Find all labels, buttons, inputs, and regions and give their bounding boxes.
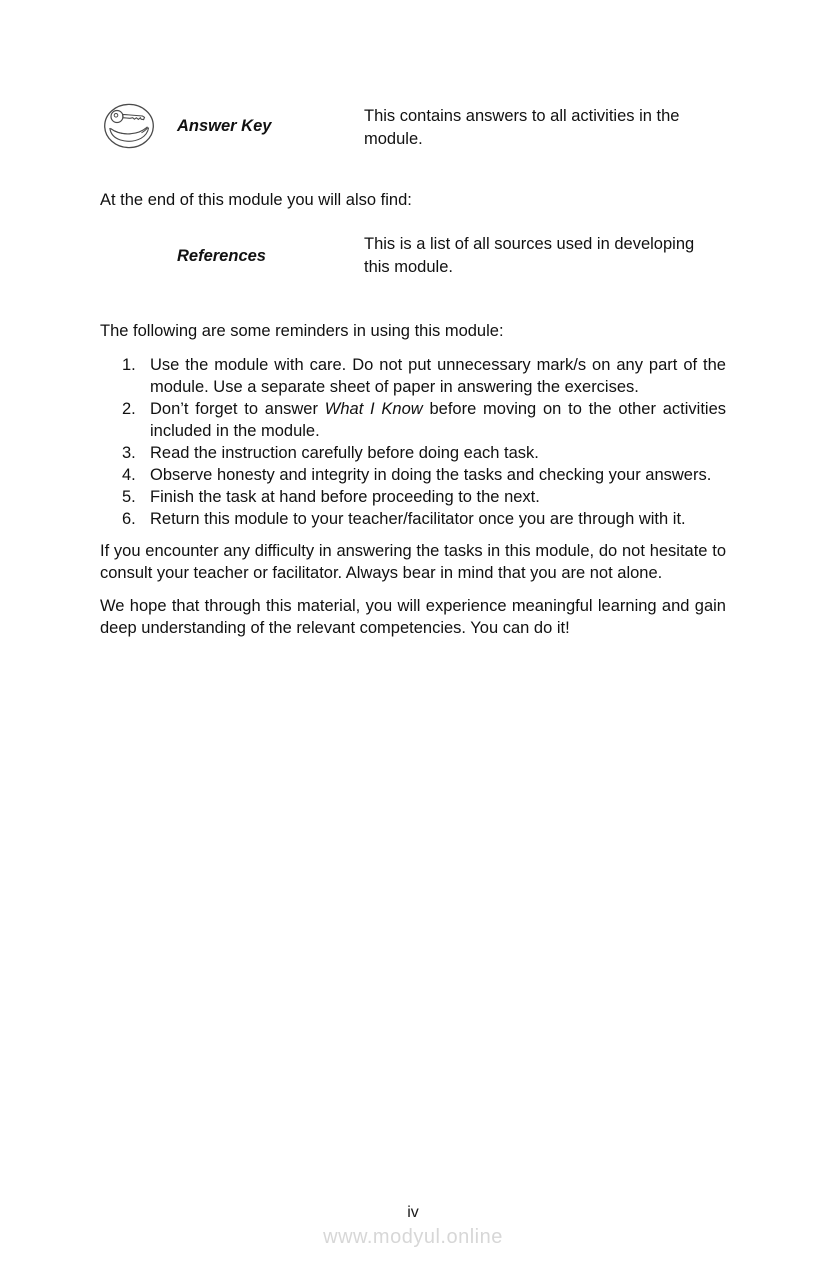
- list-item-text-before: Don’t forget to answer: [150, 400, 325, 418]
- list-item: [100, 464, 726, 486]
- page-number: iv: [407, 1204, 419, 1221]
- watermark: www.modyul.online: [323, 1226, 503, 1248]
- list-item-text: Read the instruction carefully before doing each task.: [150, 444, 539, 462]
- hope-paragraph: We hope that through this material, you will experience meaningful learning and gain deep understanding of the relevant competencies. You can do it!: [100, 597, 726, 637]
- help-paragraph: If you encounter any difficulty in answering the tasks in this module, do not hesitate to consult your teacher or facilitator. Always bear in mind that you are not alone.: [100, 542, 726, 582]
- list-item: [100, 486, 726, 508]
- list-item: [100, 508, 726, 530]
- list-item-number: 1.: [122, 356, 136, 374]
- answer-key-row: [100, 103, 726, 151]
- list-item-text: Use the module with care. Do not put unnecessary mark/s on any part of the module. Use a separate sheet of paper in answering the exercises.: [150, 356, 726, 396]
- list-item-text-italic: What I Know: [324, 400, 423, 418]
- references-label: References: [177, 247, 266, 265]
- answer-key-description: This contains answers to all activities in the module.: [364, 107, 680, 148]
- references-row: [100, 233, 726, 279]
- list-item: [100, 398, 726, 442]
- list-item-number: 2.: [122, 400, 136, 418]
- reminder-list: [100, 354, 726, 530]
- document-page: [0, 103, 826, 639]
- list-item-text: Finish the task at hand before proceeding to the next.: [150, 488, 540, 506]
- list-item-number: 5.: [122, 488, 136, 506]
- list-item-number: 6.: [122, 510, 136, 528]
- references-description: This is a list of all sources used in developing this module.: [364, 235, 695, 276]
- list-item-text: Observe honesty and integrity in doing the tasks and checking your answers.: [150, 466, 712, 484]
- intro-line: At the end of this module you will also find:: [100, 191, 412, 209]
- list-item-number: 4.: [122, 466, 136, 484]
- reminders-heading: The following are some reminders in using this module:: [100, 322, 504, 340]
- list-item: [100, 442, 726, 464]
- list-item-text: Return this module to your teacher/facilitator once you are through with it.: [150, 510, 686, 528]
- list-item: [100, 354, 726, 398]
- list-item-text: [150, 398, 726, 442]
- list-item-text-after: before moving on to the other activities included in the module.: [150, 400, 727, 440]
- list-item-number: 3.: [122, 444, 136, 462]
- answer-key-label: Answer Key: [177, 117, 272, 135]
- hand-holding-key-icon: [103, 103, 155, 149]
